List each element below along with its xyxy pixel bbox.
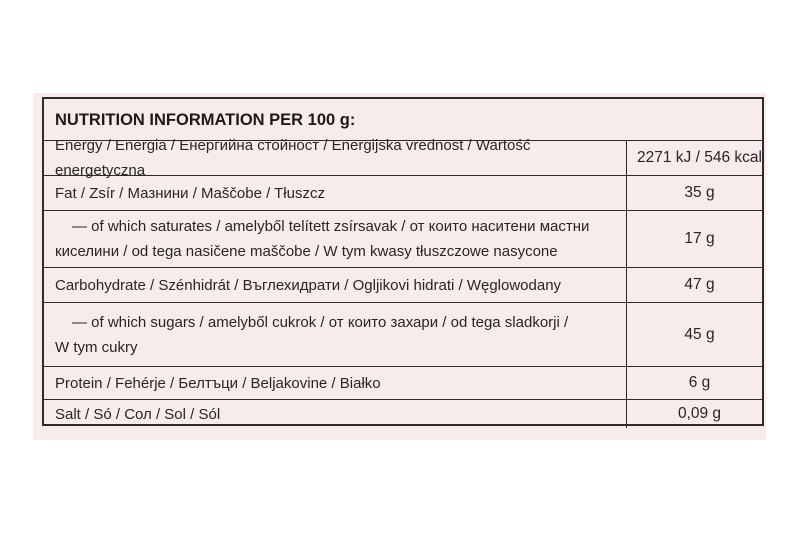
row-label: Carbohydrate / Szénhidrát / Въглехидрати / Ogljikovi hidrati / Węglowodany [44,268,627,302]
row-label-line-1: — of which saturates / amelyből telített zsírsavak / от които наситени мастни [72,218,590,235]
table-row-energy [44,137,762,179]
row-label-line-2: киселини / od tega nasičene maščobe / W tym kwasy tłuszczowe nasycone [55,243,558,260]
table-row-saturates [44,211,762,268]
table-row-salt [44,400,762,428]
table-row-protein [44,367,762,400]
row-label [44,303,627,366]
row-label [44,211,627,267]
row-value: 45 g [684,325,715,343]
row-label: Protein / Fehérje / Белтъци / Beljakovine / Białko [44,367,627,399]
row-value: 47 g [684,276,715,293]
row-value: 35 g [684,184,715,201]
table-row-carbohydrate [44,268,762,303]
row-label: Energy / Energia / Енергийна стойност / Energijska vrednost / Wartość energetyczna [44,141,627,175]
row-label-line-2: W tym cukry [55,338,138,356]
table-row-sugars [44,303,762,367]
row-label: Salt / Só / Сол / Sol / Sól [44,400,627,428]
row-value: 17 g [684,230,715,247]
table-title: NUTRITION INFORMATION PER 100 g: [44,99,762,141]
row-value: 0,09 g [677,405,722,422]
nutrition-label-card [33,93,766,440]
row-value: 2271 kJ / 546 kcal [637,149,762,166]
nutrition-table [42,97,764,426]
row-label-line-1: — of which sugars / amelyből cukrok / от които захари / od tega sladkorji / [72,313,569,331]
table-row-fat [44,176,762,211]
row-label: Fat / Zsír / Мазнини / Maščobe / Tłuszcz [44,176,627,210]
row-value: 6 g [688,374,711,391]
